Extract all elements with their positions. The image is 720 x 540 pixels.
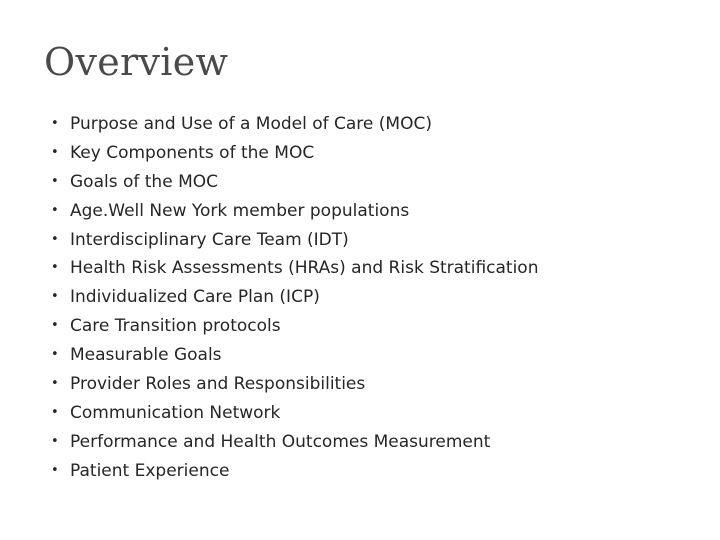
bullet-dot-icon: • [51,231,59,247]
bullet-dot-icon: • [51,116,59,131]
bullet-item [48,168,538,197]
slide-title: Overview [44,40,229,84]
bullet-dot-icon: • [51,260,59,276]
bullet-text: Key Components of the MOC [70,142,315,163]
bullet-dot-icon: • [51,318,59,334]
bullet-text: Purpose and Use of a Model of Care (MOC) [70,114,432,134]
bullet-text: Individualized Care Plan (ICP) [70,287,320,308]
bullet-item [48,428,538,457]
bullet-dot-icon: • [51,289,59,305]
bullet-dot-icon: • [51,144,59,160]
bullet-item [48,312,538,341]
bullet-item [48,457,538,486]
bullet-text: Measurable Goals [70,345,222,366]
bullet-text: Care Transition protocols [70,316,281,337]
bullet-item [48,139,538,168]
bullet-dot-icon: • [51,376,59,392]
bullet-item [48,283,538,312]
bullet-item [48,254,538,283]
bullet-text: Patient Experience [70,460,230,481]
bullet-text: Age.Well New York member populations [70,200,410,221]
bullet-text: Performance and Health Outcomes Measurement [70,431,491,452]
bullet-item [48,370,538,399]
bullet-dot-icon: • [51,433,59,449]
bullet-text: Communication Network [70,402,281,423]
bullet-dot-icon: • [51,347,59,363]
bullet-dot-icon: • [51,173,59,189]
bullet-item [48,226,538,255]
bullet-item [48,399,538,428]
bullet-text: Goals of the MOC [70,171,218,192]
bullet-item [48,197,538,226]
bullet-list [48,110,538,486]
bullet-text: Interdisciplinary Care Team (IDT) [70,229,349,250]
bullet-text: Provider Roles and Responsibilities [70,374,366,395]
bullet-item [48,110,538,139]
bullet-dot-icon: • [51,404,59,420]
bullet-dot-icon: • [51,462,59,478]
bullet-item [48,341,538,370]
bullet-text: Health Risk Assessments (HRAs) and Risk Stratification [70,258,539,279]
bullet-dot-icon: • [51,202,59,218]
